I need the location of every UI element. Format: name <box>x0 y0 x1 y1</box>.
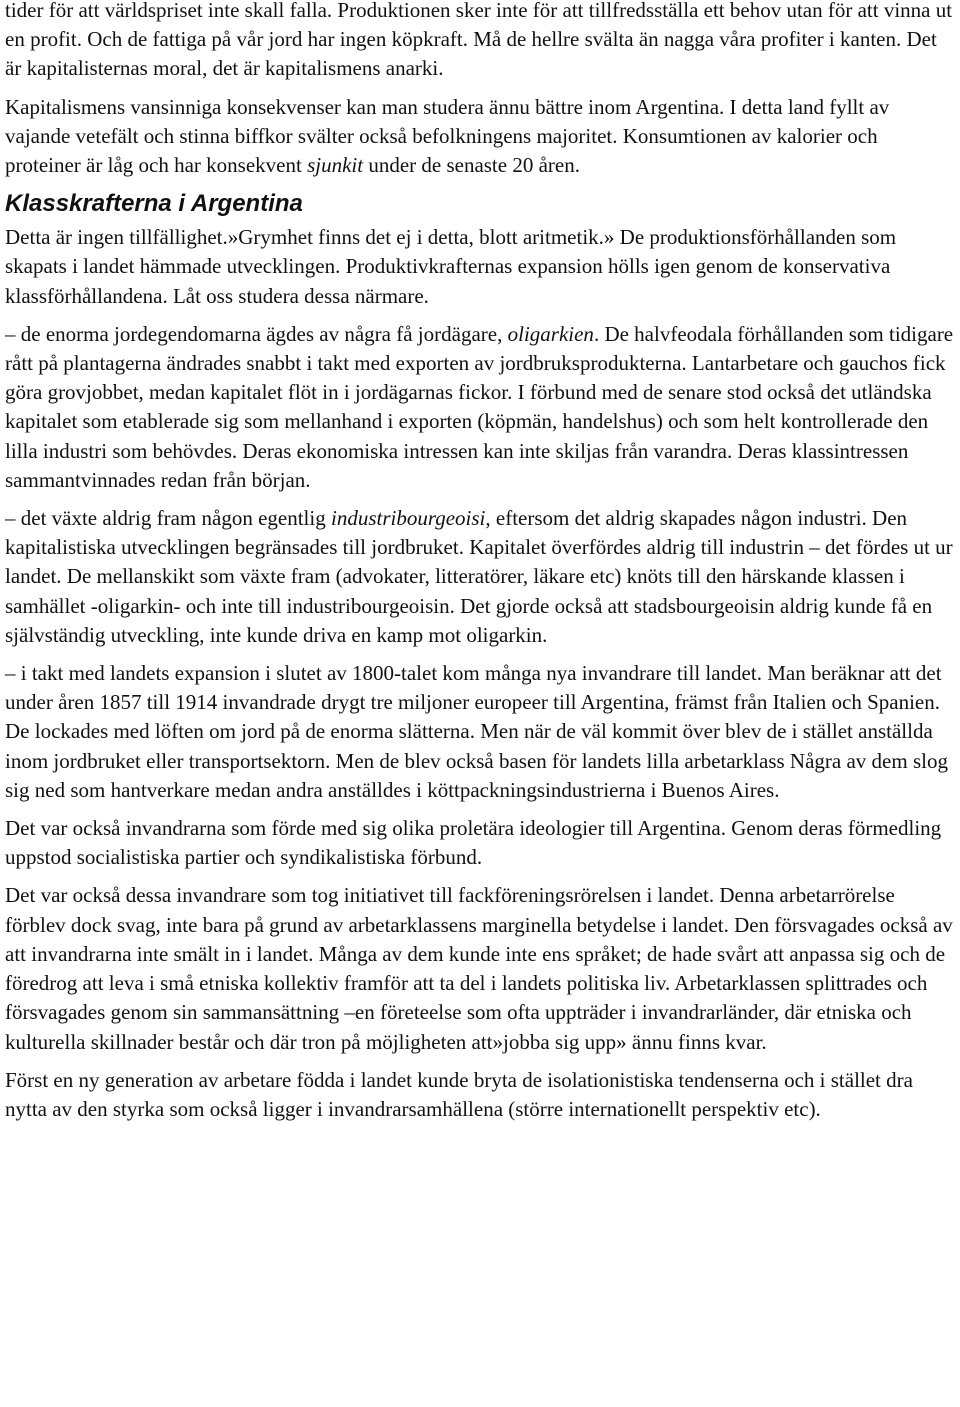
argentina-paragraph-tail: under de senaste 20 åren. <box>363 153 580 178</box>
intro-paragraph: tider för att världspriset inte skall falla. Produktionen sker inte för att tillfredsställa ett behov utan för att vinna ut en profit. Och de fattiga på vår jord har ingen köpkraft. Må de hellre svälta än nagga våra profiter i kanten. Det är kapitalisternas moral, det är kapitalismens anarki. <box>5 0 953 81</box>
oligarchy-paragraph-text: – de enorma jordegendomarna ägdes av några få jordägare, <box>5 321 508 346</box>
bourgeoisie-paragraph-text: – det växte aldrig fram någon egentlig <box>5 506 331 531</box>
section-heading: Klasskrafterna i Argentina <box>5 190 303 218</box>
argentina-paragraph-text: Kapitalismens vansinniga konsekvenser kan man studera ännu bättre inom Argentina. I detta land fyllt av vajande vetefält och stinna biffkor svälter också befolkningens majoritet. Konsumtionen av kalorier och proteiner är låg och har konsekvent <box>5 94 890 178</box>
immigration-paragraph: – i takt med landets expansion i slutet av 1800-talet kom många nya invandrare till landet. Man beräknar att det under åren 1857 till 1914 invandrade drygt tre miljoner europeer till Argentina, främst från Italien och Spanien. De lockades med löften om jord på de enorma slätterna. Men när de väl kommit över blev de i stället anställda inom jordbruket eller transportsektorn. Men de blev också basen för landets lilla arbetarklass Några av dem slog sig ned som hantverkare medan andra anställdes i köttpackningsindustrierna i Buenos Aires. <box>5 661 948 802</box>
unions-paragraph: Det var också dessa invandrare som tog initiativet till fackföreningsrörelsen i landet. Denna arbetarrörelse förblev dock svag, inte bara på grund av arbetarklassens marginella betydelse i landet. Den försvagades också av att invandrarna inte smält in i landet. Många av dem kunde inte ens språket; de hade svårt att anpassa sig och de föredrog att leva i små etniska kollektiv framför att ta del i landets politiska liv. Arbetarklassen splittrades och försvagades genom sin sammansättning –en företeelse som ofta uppträder i invandrarländer, där etniska och kulturella skillnader består och där tron på möjligheten att»jobba sig upp» ännu finns kvar. <box>5 883 953 1054</box>
bourgeoisie-paragraph <box>5 504 957 650</box>
argentina-paragraph <box>5 93 957 181</box>
argentina-paragraph-emphasis: sjunkit <box>307 153 364 178</box>
oligarchy-paragraph <box>5 320 957 495</box>
oligarchy-paragraph-tail: . De halvfeodala förhållanden som tidigare rått på plantagerna ändrades snabbt i takt med exporten av jordbruksprodukterna. Lantarbetare och gauchos fick göra grovjobbet, medan kapitalet flöt in i jordägarnas fickor. I förbund med de senare stod också det utländska kapitalet som etablerade sig som mellanhand i exporten (köpmän, handelshus) och som helt kontrollerade den lilla industri som behövdes. Deras ekonomiska intressen kan inte skiljas från varandra. Deras klassintressen sammantvinnades redan från början. <box>5 321 954 492</box>
bourgeoisie-paragraph-tail: , eftersom det aldrig skapades någon industri. Den kapitalistiska utvecklingen begränsades till jordbruket. Kapitalet överfördes aldrig till industrin – det fördes ut ur landet. De mellanskikt som växte fram (advokater, litteratörer, läkare etc) knöts till den härskande klassen i samhället -oligarkin- och inte till industribourgeoisin. Det gjorde också att stadsbourgeoisin aldrig kunde få en självständig utveckling, inte kunde driva en kamp mot oligarkin. <box>5 506 953 647</box>
bourgeoisie-paragraph-emphasis: industribourgeoisi <box>330 506 486 531</box>
oligarchy-paragraph-emphasis: oligarkien <box>507 321 594 346</box>
ideologies-paragraph: Det var också invandrarna som förde med sig olika proletära ideologier till Argentina. Genom deras förmedling uppstod socialistiska partier och syndikalistiska förbund. <box>5 816 942 870</box>
generation-paragraph: Först en ny generation av arbetare födda i landet kunde bryta de isolationistiska tendenserna och i stället dra nytta av den styrka som också ligger i invandrarsamhällena (större internationellt perspektiv etc). <box>5 1067 913 1121</box>
section-intro-paragraph: Detta är ingen tillfällighet.»Grymhet finns det ej i detta, blott aritmetik.» De produktionsförhållanden som skapats i landet hämmade utvecklingen. Produktivkrafternas expansion hölls igen genom de konservativa klassförhållandena. Låt oss studera dessa närmare. <box>5 225 897 308</box>
document-page <box>5 0 957 1133</box>
